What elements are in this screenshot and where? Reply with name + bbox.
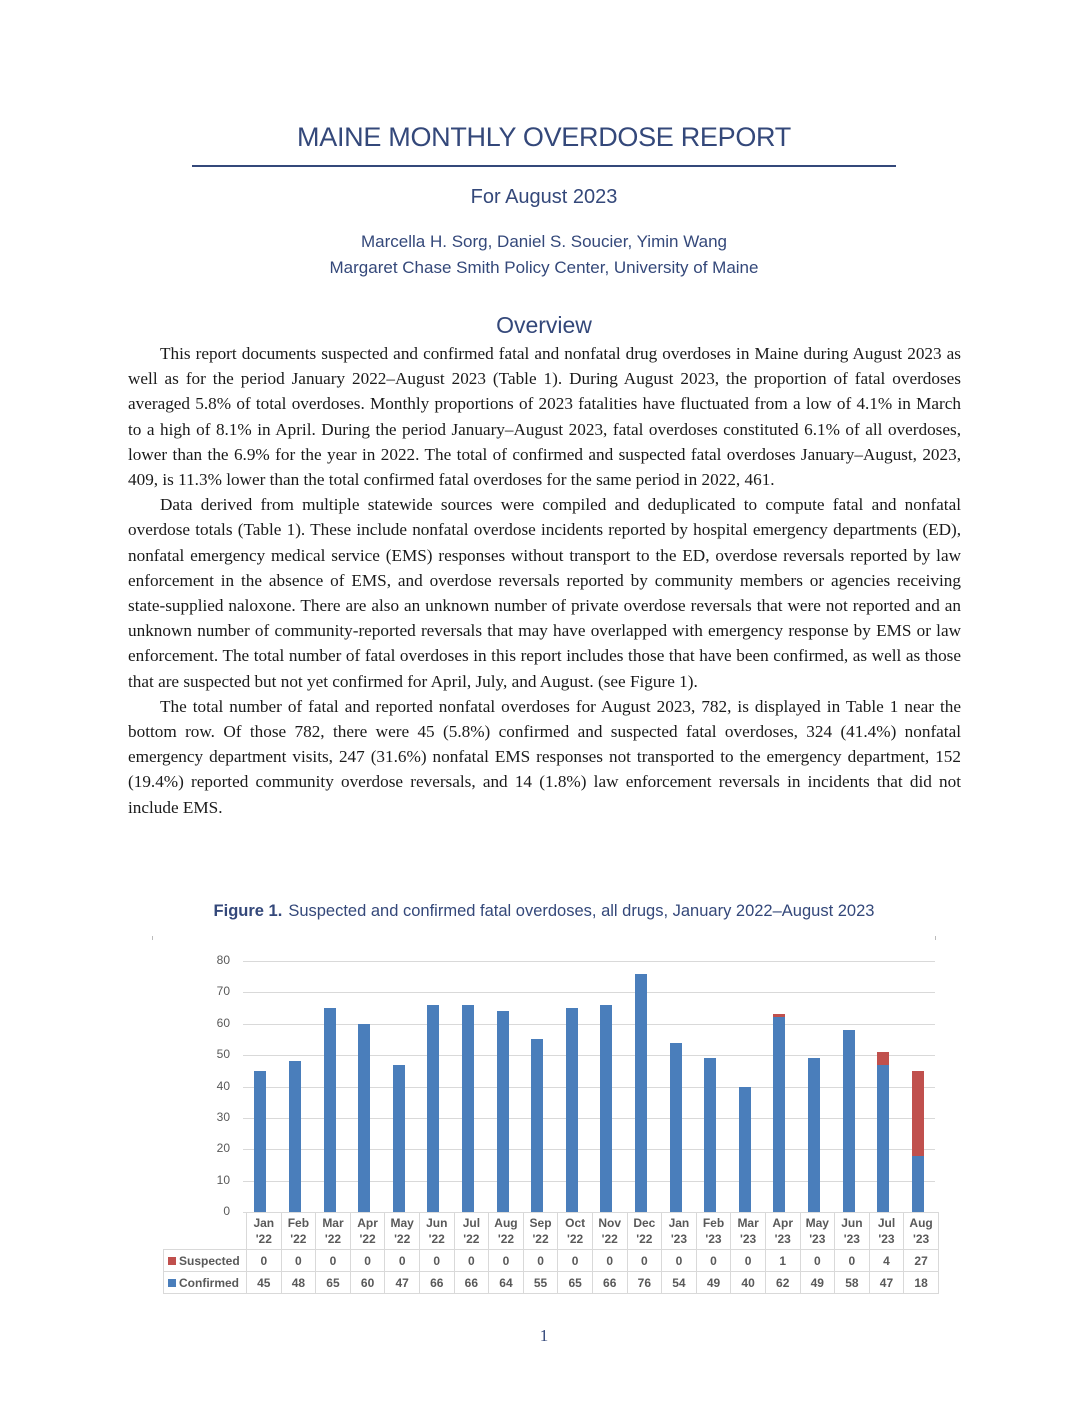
bar-confirmed	[531, 1039, 543, 1212]
confirmed-value: 18	[904, 1272, 939, 1294]
y-axis-tick-label: 70	[216, 984, 230, 999]
gridline	[243, 1055, 935, 1056]
figure-caption-text: Suspected and confirmed fatal overdoses, all drugs, January 2022–August 2023	[288, 902, 875, 920]
data-table-header-row	[164, 1213, 939, 1250]
gridline	[243, 1149, 935, 1150]
confirmed-value: 60	[350, 1272, 385, 1294]
confirmed-value: 40	[731, 1272, 766, 1294]
confirmed-value: 54	[662, 1272, 697, 1294]
suspected-value: 0	[696, 1250, 731, 1272]
category-label: Feb '23	[696, 1213, 731, 1250]
suspected-value: 0	[454, 1250, 489, 1272]
bar-confirmed	[566, 1008, 578, 1212]
confirmed-value: 47	[385, 1272, 420, 1294]
category-label: Feb '22	[281, 1213, 316, 1250]
confirmed-value: 49	[800, 1272, 835, 1294]
category-label: Dec '22	[627, 1213, 662, 1250]
bar-suspected	[877, 1052, 889, 1065]
gridline	[243, 961, 935, 962]
suspected-value: 0	[316, 1250, 351, 1272]
gridline	[243, 992, 935, 993]
figure-label: Figure 1.	[213, 902, 283, 920]
confirmed-value: 65	[558, 1272, 593, 1294]
confirmed-value: 66	[419, 1272, 454, 1294]
confirmed-value: 64	[489, 1272, 524, 1294]
confirmed-value: 66	[454, 1272, 489, 1294]
overview-paragraph: The total number of fatal and reported nonfatal overdoses for August 2023, 782, is displayed in Table 1 near the bottom row. Of those 782, there were 45 (5.8%) confirmed and suspected fatal overdoses, 324 (41.4%) nonfatal emergency department visits, 247 (31.6%) nonfatal EMS responses not transported to the emergency department, 152 (19.4%) reported community overdose reversals, and 14 (1.8%) law enforcement reversals in incidents that did not include EMS.	[128, 696, 961, 817]
suspected-value: 0	[800, 1250, 835, 1272]
legend-confirmed	[164, 1272, 247, 1294]
bar-confirmed	[497, 1011, 509, 1212]
overview-paragraph: Data derived from multiple statewide sources were compiled and deduplicated to compute fatal and nonfatal overdose totals (Table 1). These include nonfatal overdose incidents reported by hospital emergency departments (ED), nonfatal emergency medical service (EMS) responses without transport to the ED, overdose reversals reported by law enforcement in the absence of EMS, and overdose reversals reported by community members or agencies receiving state-supplied naloxone. There are also an unknown number of private overdose reversals that were not reported and an unknown number of community-reported reversals that may have overlapped with emergency response by EMS or law enforcement. The total number of fatal overdoses in this report includes those that have been confirmed, as well as those that are suspected but not yet confirmed for April, July, and August. (see Figure 1).	[128, 495, 961, 691]
suspected-value: 27	[904, 1250, 939, 1272]
confirmed-value: 62	[765, 1272, 800, 1294]
suspected-value: 1	[765, 1250, 800, 1272]
confirmed-value: 45	[247, 1272, 282, 1294]
suspected-value: 0	[489, 1250, 524, 1272]
y-axis-tick-label: 10	[216, 1172, 230, 1187]
bar-confirmed	[808, 1058, 820, 1212]
confirmed-value: 58	[835, 1272, 870, 1294]
category-label: Mar '23	[731, 1213, 766, 1250]
data-table-row-confirmed	[164, 1272, 939, 1294]
gridline	[243, 1024, 935, 1025]
category-label: Jul '23	[869, 1213, 904, 1250]
bar-confirmed	[843, 1030, 855, 1212]
y-axis-tick-label: 30	[216, 1109, 230, 1124]
legend-swatch-confirmed-icon	[168, 1279, 176, 1287]
bar-confirmed	[600, 1005, 612, 1212]
bar-confirmed	[773, 1017, 785, 1212]
category-label: Aug '22	[489, 1213, 524, 1250]
category-label: Nov '22	[592, 1213, 627, 1250]
category-label: Mar '22	[316, 1213, 351, 1250]
y-axis-tick-label: 80	[216, 953, 230, 967]
confirmed-value: 48	[281, 1272, 316, 1294]
bar-confirmed	[324, 1008, 336, 1212]
legend-label-confirmed: Confirmed	[179, 1275, 239, 1290]
bar-confirmed	[877, 1065, 889, 1212]
bar-confirmed	[635, 974, 647, 1212]
suspected-value: 0	[419, 1250, 454, 1272]
data-table-row-suspected	[164, 1250, 939, 1272]
legend-label-suspected: Suspected	[179, 1253, 240, 1268]
y-axis-tick-label: 0	[223, 1204, 230, 1218]
legend-suspected	[164, 1250, 247, 1272]
suspected-value: 0	[350, 1250, 385, 1272]
suspected-value: 0	[731, 1250, 766, 1272]
y-axis-tick-label: 60	[216, 1015, 230, 1030]
bar-suspected	[773, 1014, 785, 1017]
y-axis-tick-label: 50	[216, 1047, 230, 1062]
y-axis-tick-label: 40	[216, 1078, 230, 1093]
overview-heading: Overview	[496, 312, 592, 338]
overview-paragraph: This report documents suspected and confirmed fatal and nonfatal drug overdoses in Maine during August 2023 as well as for the period January 2022–August 2023 (Table 1). During August 2023, the proportion of fatal overdoses averaged 5.8% of total overdoses. Monthly proportions of 2023 fatalities have fluctuated from a low of 4.1% in March to a high of 8.1% in April. During the period January–August 2023, fatal overdoses constituted 6.1% of all overdoses, lower than the 6.9% for the year in 2022. The total of confirmed and suspected fatal overdoses January–August, 2023, 409, is 11.3% lower than the total confirmed fatal overdoses for the same period in 2022, 461.	[128, 344, 961, 490]
category-label: Apr '22	[350, 1213, 385, 1250]
suspected-value: 0	[592, 1250, 627, 1272]
category-label: Aug '23	[904, 1213, 939, 1250]
bar-confirmed	[289, 1061, 301, 1212]
report-affiliation: Margaret Chase Smith Policy Center, University of Maine	[329, 258, 759, 277]
suspected-value: 0	[558, 1250, 593, 1272]
category-label: Jun '23	[835, 1213, 870, 1250]
category-label: Jun '22	[419, 1213, 454, 1250]
suspected-value: 0	[247, 1250, 282, 1272]
chart-data-table	[163, 1212, 939, 1294]
suspected-value: 0	[835, 1250, 870, 1272]
bar-confirmed	[358, 1024, 370, 1212]
category-label: Oct '22	[558, 1213, 593, 1250]
category-label: Apr '23	[765, 1213, 800, 1250]
suspected-value: 0	[627, 1250, 662, 1272]
category-label: Jul '22	[454, 1213, 489, 1250]
bar-confirmed	[704, 1058, 716, 1212]
bar-confirmed	[670, 1043, 682, 1212]
report-authors: Marcella H. Sorg, Daniel S. Soucier, Yimin Wang	[361, 232, 727, 251]
confirmed-value: 47	[869, 1272, 904, 1294]
bar-confirmed	[254, 1071, 266, 1212]
data-table-corner	[164, 1213, 247, 1250]
confirmed-value: 66	[592, 1272, 627, 1294]
category-label: Jan '23	[662, 1213, 697, 1250]
gridline	[243, 1087, 935, 1088]
confirmed-value: 76	[627, 1272, 662, 1294]
bar-confirmed	[912, 1156, 924, 1212]
category-label: May '23	[800, 1213, 835, 1250]
category-label: May '22	[385, 1213, 420, 1250]
report-title: MAINE MONTHLY OVERDOSE REPORT	[297, 122, 791, 152]
bar-confirmed	[427, 1005, 439, 1212]
suspected-value: 4	[869, 1250, 904, 1272]
y-axis-tick-label: 20	[216, 1141, 230, 1156]
report-subtitle: For August 2023	[470, 186, 618, 208]
bar-confirmed	[739, 1087, 751, 1213]
category-label: Jan '22	[247, 1213, 282, 1250]
confirmed-value: 65	[316, 1272, 351, 1294]
suspected-value: 0	[523, 1250, 558, 1272]
page-number: 1	[539, 1326, 549, 1345]
suspected-value: 0	[662, 1250, 697, 1272]
confirmed-value: 55	[523, 1272, 558, 1294]
bar-confirmed	[462, 1005, 474, 1212]
confirmed-value: 49	[696, 1272, 731, 1294]
suspected-value: 0	[385, 1250, 420, 1272]
gridline	[243, 1181, 935, 1182]
suspected-value: 0	[281, 1250, 316, 1272]
bar-confirmed	[393, 1065, 405, 1212]
bar-suspected	[912, 1071, 924, 1156]
legend-swatch-suspected-icon	[168, 1257, 176, 1265]
category-label: Sep '22	[523, 1213, 558, 1250]
gridline	[243, 1118, 935, 1119]
